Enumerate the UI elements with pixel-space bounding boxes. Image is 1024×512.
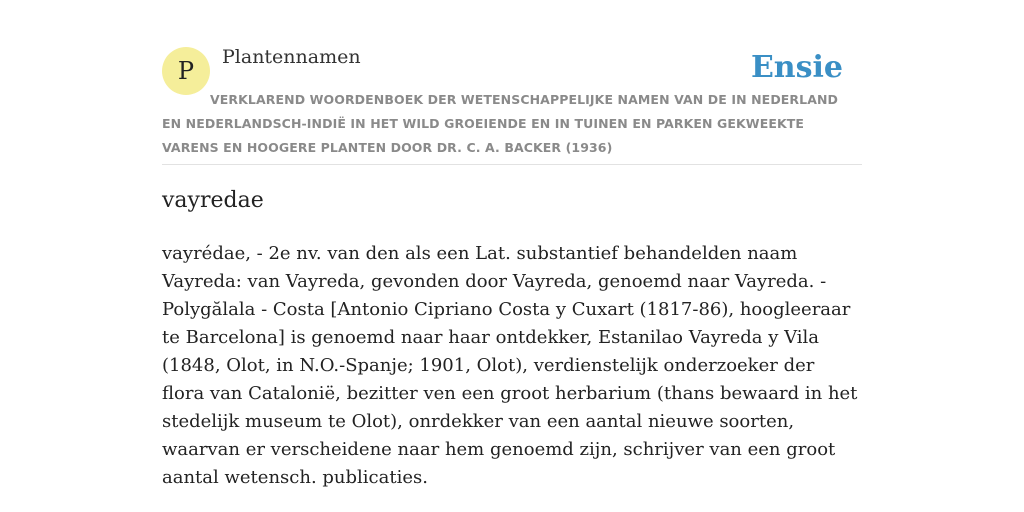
dictionary-header bbox=[162, 0, 862, 165]
page bbox=[162, 0, 862, 512]
ensie-brand-logo[interactable]: Ensie bbox=[750, 50, 843, 85]
entry-definition: vayrédae, - 2e nv. van den als een Lat. substantief behandelden naam Vayreda: van Vayreda, gevonden door Vayreda, genoemd naar Vayreda. - Polygălala - Costa [Antonio Cipriano Costa y Cuxart (1817-86), hoogleeraar te Barcelona] is genoemd naar haar ontdekker, Estanilao Vayreda y Vila (1848, Olot, in N.O.-Spanje; 1901, Olot), verdienstelijk onderzoeker der flora van Catalonië, bezitter ven een groot herbarium (thans bewaard in het stedelijk museum te Olot), onrdekker van een aantal nieuwe soorten, waarvan er verscheidene naar hem genoemd zijn, schrijver van een groot aantal wetensch. publicaties. bbox=[162, 243, 858, 488]
entry-headword: vayredae bbox=[162, 188, 264, 213]
logo-letter: P bbox=[177, 57, 195, 85]
dictionary-name-link[interactable]: Plantennamen bbox=[222, 46, 361, 68]
dictionary-subtitle: VERKLAREND WOORDENBOEK DER WETENSCHAPPELIJKE NAMEN VAN DE IN NEDERLAND EN NEDERLANDSCH-INDIË IN HET WILD GROEIENDE EN IN TUINEN EN PARKEN GEKWEEKTE VARENS EN HOOGERE PLANTEN DOOR DR. C. A. BACKER (1936) bbox=[162, 92, 839, 155]
